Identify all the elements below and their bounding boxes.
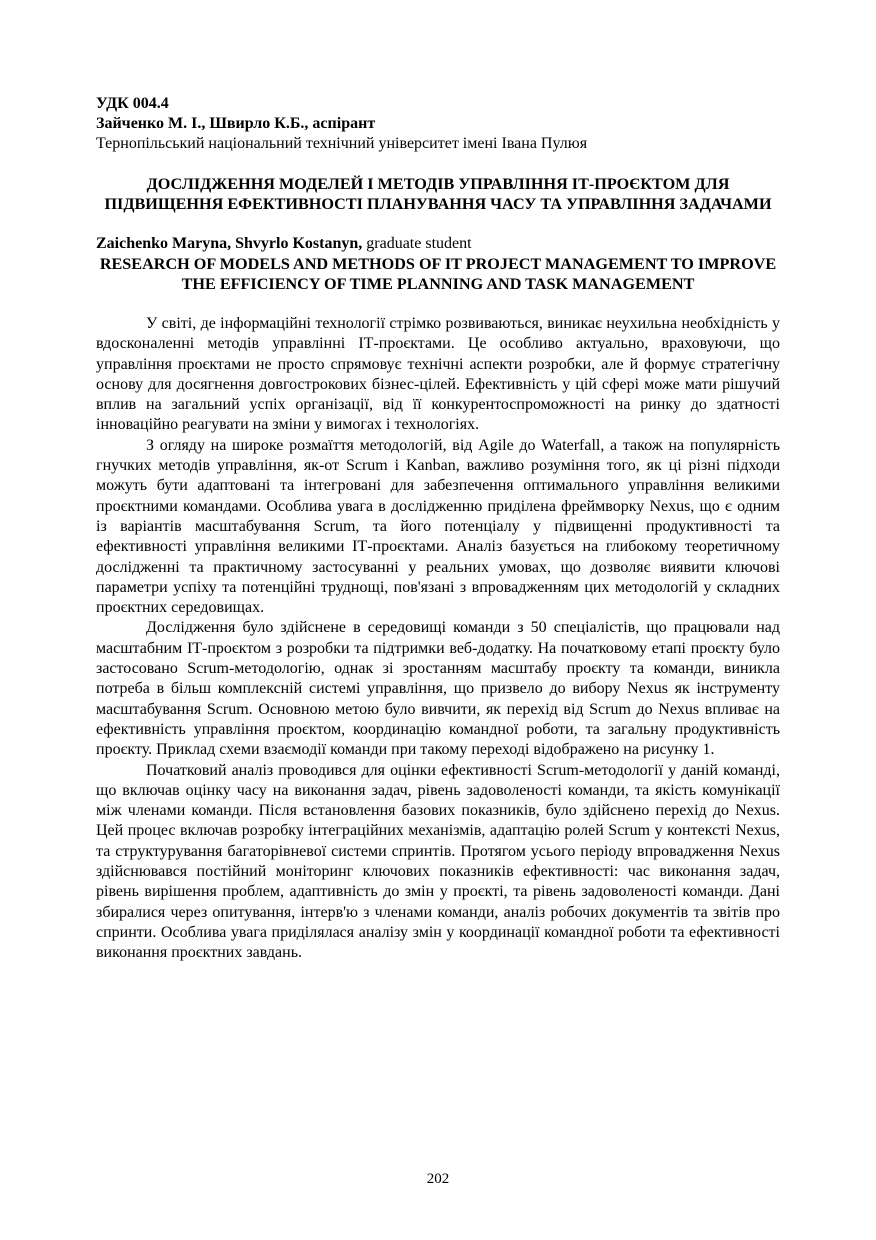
body-text — [96, 314, 780, 964]
paragraph: У світі, де інформаційні технології стрімко розвиваються, виникає неухильна необхідність у вдосконаленні методів управлінні ІТ-проєктами. Це особливо актуально, враховуючи, що управління проєктами не просто спрямовує технічні аспекти розробки, але й формує стратегічну основу для досягнення довгострокових бізнес-цілей. Ефективність у цій сфері може мати рішучий вплив на загальний успіх організації, від її конкурентоспроможності на ринку до здатності інноваційно реагувати на зміни у вимогах і технологіях. — [96, 315, 780, 434]
udk-code: УДК 004.4 — [96, 95, 169, 112]
title-english: RESEARCH OF MODELS AND METHODS OF IT PROJECT MANAGEMENT TO IMPROVE THE EFFICIENCY OF TIME PLANNING AND TASK MANAGEMENT — [99, 255, 777, 293]
authors-ukrainian: Зайченко М. І., Швирло К.Б., аспірант — [96, 115, 376, 132]
affiliation: Тернопільський національний технічний університет імені Івана Пулюя — [96, 135, 588, 152]
author-names-english: Zaichenko Maryna, Shvyrlo Kostanyn, — [96, 235, 363, 252]
title-ukrainian: ДОСЛІДЖЕННЯ МОДЕЛЕЙ І МЕТОДІВ УПРАВЛІННЯ ІТ-ПРОЄКТОМ ДЛЯ ПІДВИЩЕННЯ ЕФЕКТИВНОСТІ ПЛАНУВАННЯ ЧАСУ ТА УПРАВЛІННЯ ЗАДАЧАМИ — [104, 175, 772, 213]
article — [96, 94, 780, 964]
authors-english — [96, 234, 780, 254]
page-number: 202 — [426, 1171, 450, 1187]
paragraph: Дослідження було здійснене в середовищі команди з 50 спеціалістів, що працювали над масштабним ІТ-проєктом з розробки та підтримки веб-додатку. На початковому етапі проєкту було застосовано Scrum-методологію, однак зі зростанням масштабу проєкту та команди, виникла потреба в більш комплексній системі управління, що призвело до вибору Nexus як інструменту масштабування Scrum. Основною метою було вивчити, як перехід від Scrum до Nexus впливає на ефективність управління проєктом, координацію командної роботи, та загальну продуктивність проєкту. Приклад схеми взаємодії команди при такому переході відображено на рисунку 1. — [96, 619, 780, 759]
paragraph: З огляду на широке розмаїття методологій, від Agile до Waterfall, а також на популярність гнучких методів управління, як-от Scrum і Kanban, важливо розуміння того, як ці різні підходи можуть бути адаптовані та інтегровані для забезпечення оптимального управління великими проєктними командами. Особлива увага в дослідженню приділена фреймворку Nexus, що є одним із варіантів масштабування Scrum, та його потенціалу у підвищенні продуктивності та ефективності управління великими ІТ-проєктами. Аналіз базується на глибокому теоретичному дослідженні та практичному застосуванні у реальних умовах, що дозволяє виявити ключові параметри успіху та потенційні труднощі, пов'язані з впровадженням цих методологій у складних проєктних середовищах. — [96, 436, 780, 617]
author-role-english: graduate student — [362, 235, 472, 252]
paragraph: Початковий аналіз проводився для оцінки ефективності Scrum-методології у даній команді, що включав оцінку часу на виконання задач, рівень задоволеності команди, та якість комунікації між членами команди. Після встановлення базових показників, було здійснено перехід до Nexus. Цей процес включав розробку інтеграційних механізмів, адаптацію ролей Scrum у контексті Nexus, та структурування багаторівневої системи спринтів. Протягом усього періоду впровадження Nexus здійснювався постійний моніторинг ключових показників ефективності: час виконання задач, рівень вирішення проблем, адаптивність до змін у проєкті, та рівень задоволеності команди. Дані збиралися через опитування, інтерв'ю з членами команди, аналіз робочих документів та звітів про спринти. Особлива увага приділялася аналізу змін у координації командної роботи та ефективності виконання проєктних завдань. — [96, 761, 780, 962]
